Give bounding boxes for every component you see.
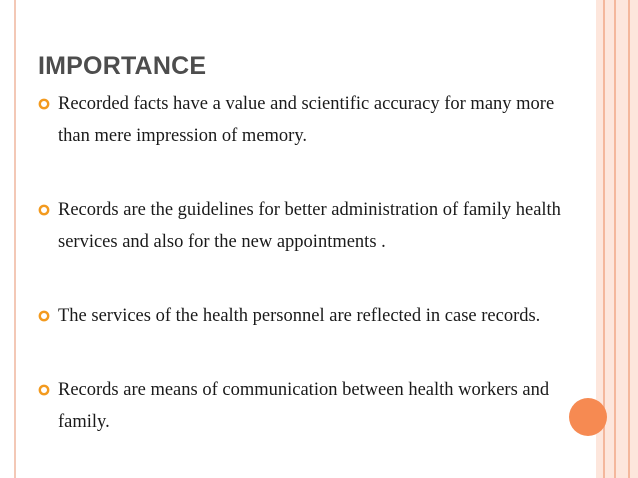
hollow-circle-bullet-icon [38, 310, 50, 322]
hollow-circle-bullet-icon [38, 98, 50, 110]
bullet-text: Records are the guidelines for better administration of family health services and also for the new appointments . [58, 200, 561, 252]
bullet-text: Records are means of communication between health workers and family. [58, 380, 550, 432]
right-decorative-stripe [628, 0, 630, 478]
hollow-circle-bullet-icon [38, 384, 50, 396]
bullet-text: The services of the health personnel are reflected in case records. [58, 306, 541, 326]
bullet-item [38, 88, 588, 152]
bullet-item [38, 194, 588, 258]
bullet-item [38, 300, 588, 332]
right-decorative-stripe [614, 0, 616, 478]
bullet-list [38, 88, 588, 438]
bullet-text: Recorded facts have a value and scientific accuracy for many more than mere impression of memory. [58, 94, 555, 146]
slide-title: IMPORTANCE [38, 52, 207, 80]
bullet-item [38, 374, 588, 438]
hollow-circle-bullet-icon [38, 204, 50, 216]
left-margin-rule [14, 0, 16, 478]
